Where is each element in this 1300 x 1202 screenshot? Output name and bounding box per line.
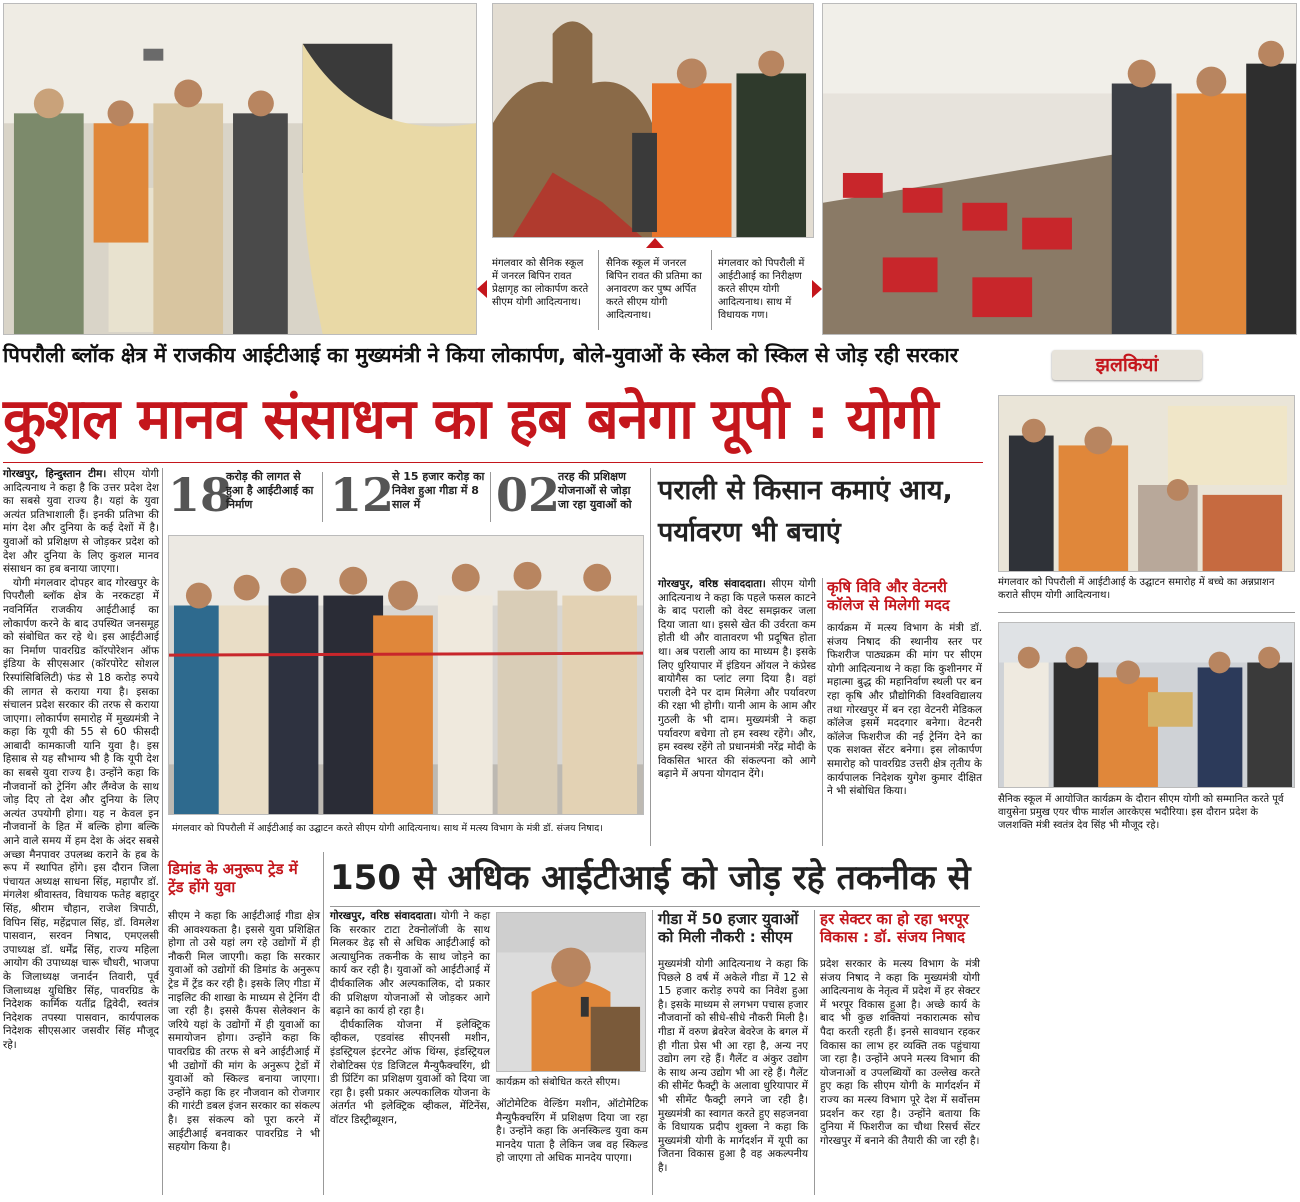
gida-title: गीडा में 50 हजार युवाओं को मिली नौकरी : सीएम	[658, 910, 799, 946]
photo-iti-inspection	[822, 3, 1297, 335]
caption-felicitation: सैनिक स्कूल में आयोजित कार्यक्रम के दौरान सीएम योगी को सम्मानित करते पूर्व वायुसेना प्रमुख एयर चीफ मार्शल आरकेएस भदौरिया। इस दौरान प्रदेश के जलशक्ति मंत्री स्वतंत्र देव सिंह भी मौजूद रहे।	[998, 794, 1284, 831]
sector-title: हर सेक्टर का हो रहा भरपूर विकास : डॉ. संजय निषाद	[820, 910, 969, 946]
caption-ribbon-cutting: मंगलवार को पिपरौली में आईटीआई का उद्घाटन करते सीएम योगी आदित्यनाथ। साथ में मत्स्य विभाग के मंत्री डॉ. संजय निषाद।	[172, 823, 603, 834]
stat-1-text: करोड़ की लागत से हुआ है आईटीआई का निर्माण	[226, 470, 314, 511]
krishi-body: कार्यक्रम में मत्स्य विभाग के मंत्री डॉ. संजय निषाद की स्थानीय स्तर पर फिशरीज पाठ्यक्रम की मांग पर सीएम योगी आदित्यनाथ ने कहा कि कुशीनगर में महात्मा बुद्ध की महानिर्वाण स्थली पर बन रहा कृषि और प्रौद्योगिकी विश्वविद्यालय तथा गोरखपुर में बन रहा वेटनरी मेडिकल कॉलेज इसमें मददगार बनेगा। वेटनरी कॉलेज फिशरीज की नई ट्रेनिंग देने का एक सशक्त सेंटर बनेगा। इस लोकार्पण समारोह को पावरग्रिड उत्तरी क्षेत्र तृतीय के कार्यपालक निदेशक युगेश कुमार दीक्षित ने भी संबोधित किया।	[827, 622, 982, 798]
photo-auditorium-inauguration	[3, 3, 477, 335]
stat-3	[496, 468, 646, 524]
caption-annaprashan: मंगलवार को पिपरौली में आईटीआई के उद्घाटन समारोह में बच्चे का अन्नप्राशन कराते सीएम योगी आदित्यनाथ।	[998, 577, 1275, 601]
stat-3-number: 02	[496, 468, 561, 522]
parali-title: पराली से किसान कमाएं आय, पर्यावरण भी बचाएं	[658, 475, 953, 548]
caption-inspection: मंगलवार को पिपरौली में आईटीआई का निरीक्षण करते सीएम योगी आदित्यनाथ। साथ में विधायक गण।	[718, 258, 805, 321]
krishi-title: कृषि विवि और वेटनरी कॉलेज से मिलेगी मदद	[827, 578, 950, 614]
left-column-text	[3, 468, 159, 1051]
photo-ribbon-cutting	[168, 535, 644, 815]
stat-2-number: 12	[330, 468, 395, 522]
left-dateline: गोरखपुर, हिन्दुस्तान टीम।	[3, 468, 107, 480]
left-para-1: सीएम योगी आदित्यनाथ ने कहा है कि उत्तर प्रदेश देश का सबसे युवा राज्य है। यहां के युवा अत्यंत प्रतिभाशाली हैं। इनकी प्रतिभा की मांग देश और दुनिया के कई देशों में है। युवाओं को प्रशिक्षण से जोड़कर प्रदेश को देश और दुनिया के लिए कुशल मानव संसाधन का हब बनाया जाएगा।	[3, 468, 159, 576]
triangle-up-icon	[646, 238, 664, 248]
caption-auditorium: मंगलवार को सैनिक स्कूल में जनरल बिपिन रावत प्रेक्षागृह का लोकार्पण करते सीएम योगी आदित्यनाथ।	[492, 258, 589, 308]
sector-body: प्रदेश सरकार के मत्स्य विभाग के मंत्री संजय निषाद ने कहा कि मुख्यमंत्री योगी आदित्यनाथ के नेतृत्व में प्रदेश में हर सेक्टर में भरपूर विकास हुआ है। अच्छे कार्य के बाद भी कुछ शक्तियां नकारात्मक सोच पैदा करती रहती हैं। इनसे सावधान रहकर विकास का लाभ हर व्यक्ति तक पहुंचाया जा रहा है। उन्होंने अपने मत्स्य विभाग की योजनाओं व उपलब्धियों का उल्लेख करते हुए कहा कि सीएम योगी के मार्गदर्शन में राज्य का मत्स्य विभाग पूरे देश में सर्वोत्तम प्रदर्शन कर रहा है। उन्होंने बताया कि दुनिया में फिशरीज का चौथा रिसर्च सेंटर गोरखपुर में बनाने की तैयारी की जा रही है।	[820, 958, 980, 1147]
itis-body-2: दीर्घकालिक योजना में इलेक्ट्रिक व्हीकल, एडवांस्ड सीएनसी मशीन, इंडस्ट्रियल इंटरनेट ऑफ थिंग्स, इंडस्ट्रियल रोबोटिक्स एंड डिजिटल मैन्युफैक्चरिंग, थ्री डी प्रिंटिंग का प्रशिक्षण युवाओं को दिया जा रहा है। इसी प्रकार अल्पकालिक योजना के अंतर्गत भी इलेक्ट्रिक व्हीकल, मेंटिनेंस, वॉटर डिस्ट्रीब्यूशन,	[330, 1018, 490, 1126]
itis-title: 150 से अधिक आईटीआई को जोड़ रहे तकनीक से	[330, 858, 971, 898]
demand-title: डिमांड के अनुरूप ट्रेड में ट्रेंड होंगे युवा	[168, 860, 298, 896]
left-para-2: योगी मंगलवार दोपहर बाद गोरखपुर के पिपरौली ब्लॉक क्षेत्र के नरकटहा में नवनिर्मित राजकीय आईटीआई का लोकार्पण करने के बाद उपस्थित जनसमूह को संबोधित कर रहे थे। इस आईटीआई का निर्माण पावरग्रिड कॉरपोरेशन ऑफ इंडिया के सीएसआर (कॉरपोरेट सोशल रिस्पांसिबिलिटी) फंड से 18 करोड़ रुपये की लागत से कराया गया है। इसका संचालन प्रदेश सरकार की तरफ से कराया जाएगा। लोकार्पण समारोह में मुख्यमंत्री ने कहा कि यूपी की 55 से 60 फीसदी आबादी कामकाजी यानि युवा है। इस हिसाब से यह सौभाग्य भी है कि यूपी देश का सबसे युवा राज्य है। उन्होंने कहा कि नौजवानों को ट्रेनिंग और लैंग्वेज के साथ जोड़ दिए तो देश और दुनिया के लिए अत्यंत उपयोगी होगा। यह न केवल इन नौजवानों के हित में बल्कि होगा बल्कि आने वाले समय में हम देश के अंदर सबसे अच्छा मैनपावर उपलब्ध कराने के हब के रूप में स्थापित होंगे। इस दौरान जिला पंचायत अध्यक्ष साधना सिंह, महापौर डॉ. मंगलेश श्रीवास्तव, विधायक फतेह बहादुर सिंह, श्रीराम चौहान, राजेश त्रिपाठी, विपिन सिंह, महेंद्रपाल सिंह, डॉ. विमलेश पासवान, सरवन निषाद, एमएलसी उपाध्यक्ष डॉ. धर्मेंद्र सिंह, राज्य महिला आयोग की उपाध्यक्ष चारू चौधरी, भाजपा के जिलाध्यक्ष जनार्दन तिवारी, पूर्व जिलाध्यक्ष युधिष्ठिर सिंह, पावरग्रिड के निदेशक कार्मिक यतींद्र द्विवेदी, स्वतंत्र निदेशक तपस्या पासवान, कार्यपालक निदेशक सीएसआर जसवीर सिंह मौजूद रहे।	[3, 576, 159, 1051]
triangle-left-icon	[477, 280, 487, 298]
stat-2-text: से 15 हजार करोड़ का निवेश हुआ गीडा में 8 साल में	[392, 470, 485, 511]
stat-1	[168, 468, 318, 524]
caption-cm-speech: कार्यक्रम को संबोधित करते सीएम।	[496, 1077, 621, 1088]
photo-statue-unveiling	[492, 3, 814, 238]
photo-felicitation	[998, 622, 1295, 788]
caption-statue: सैनिक स्कूल में जनरल बिपिन रावत की प्रतिमा का अनावरण कर पुष्प अर्पित करते सीएम योगी आदित्यनाथ।	[606, 258, 702, 321]
stat-2	[330, 468, 486, 524]
itis-dateline: गोरखपुर, वरिष्ठ संवाददाता।	[330, 910, 437, 922]
parali-text	[658, 578, 816, 846]
stat-3-text: तरह की प्रशिक्षण योजनाओं से जोड़ा जा रहा युवाओं को	[558, 470, 632, 511]
demand-body: सीएम ने कहा कि आईटीआई गीडा क्षेत्र की आवश्यकता है। इससे युवा प्रशिक्षित होगा तो उसे यहां लग रहे उद्योगों में ही नौकरी मिल जाएगी। कहा कि सरकार युवाओं को उद्योगों की डिमांड के अनुरूप ट्रेड में ट्रेंड कर रही है। इसके लिए गीडा में नाइलिट की शाखा के माध्यम से ट्रेनिंग दी जा रही है। इससे कैंपस सेलेक्शन के जरिये यहां के उद्योगों में ही युवाओं का समायोजन होगा। उन्होंने कहा कि पावरग्रिड की तरफ से बने आईटीआई में भी उद्योगों की मांग के अनुरूप ट्रेडों में युवाओं को स्किल्ड बनाया जाएगा। उन्होंने कहा कि हर नौजवान को रोजगार की गारंटी डबल इंजन सरकार का संकल्प है। इस संकल्प को पूरा करने में आईटीआई बनवाकर पावरग्रिड ने भी सहयोग किया है।	[168, 910, 320, 1154]
itis-body-1: योगी ने कहा कि सरकार टाटा टेक्नोलॉजी के साथ मिलकर डेढ़ सौ से अधिक आईटीआई को अत्याधुनिक तकनीक के साथ जोड़ने का कार्य कर रही है। युवाओं को आईटीआई में दीर्घकालिक और अल्पकालिक, दो प्रकार की प्रशिक्षण योजनाओं से जोड़कर आगे बढ़ाने का कार्य हो रहा है।	[330, 910, 491, 1018]
gida-body: मुख्यमंत्री योगी आदित्यनाथ ने कहा कि पिछले 8 वर्ष में अकेले गीडा में 12 से 15 हजार करोड़ रुपये का निवेश हुआ है। इसके माध्यम से लगभग पचास हजार नौजवानों को सीधे-सीधे नौकरी मिली है। गीडा में वरुण ब्रेवरेज बेवरेज के बगल में ही गीता प्रेस भी आ रहा है, अन्य नए उद्योग लग रहे हैं। गैलेंट व अंकुर उद्योग के साथ अन्य उद्योग भी आ रहे हैं। गैलेंट की सीमेंट फैक्ट्री के अलावा धुरियापार में भी सीमेंट फैक्ट्री लगने जा रही है। मुख्यमंत्री का स्वागत करते हुए सहजनवा के विधायक प्रदीप शुक्ला ने कहा कि मुख्यमंत्री योगी के मार्गदर्शन में यूपी का जितना विकास हुआ है वह अकल्पनीय है।	[658, 958, 808, 1174]
photo-cm-speech	[496, 912, 646, 1072]
parali-body: सीएम योगी आदित्यनाथ ने कहा कि पहले फसल काटने के बाद पराली को वेस्ट समझकर जला दिया जाता था। इससे खेत की उर्वरता कम होती थी और वातावरण भी प्रदूषित होता था। अब पराली आय का माध्यम है। इसके लिए धुरियापार में इंडियन ऑयल ने कंप्रेस्ड बायोगैस का प्लांट लगा दिया है। वहां पराली देने पर दाम मिलेगा और पर्यावरण की रक्षा भी होगी। यानी आम के आम और गुठली के भी दाम। मुख्यमंत्री ने कहा पर्यावरण बचेगा तो हम स्वस्थ रहेंगे। और, हम स्वस्थ रहेंगे तो प्रधानमंत्री नरेंद्र मोदी के विकसित भारत की संकल्पना को आगे बढ़ाने में अपना योगदान देंगे।	[658, 578, 816, 781]
stat-1-number: 18	[168, 468, 233, 522]
headline: कुशल मानव संसाधन का हब बनेगा यूपी : योगी	[3, 387, 938, 452]
jhalkiyan-label-text: झलकियां	[1095, 354, 1159, 376]
parali-dateline: गोरखपुर, वरिष्ठ संवाददाता।	[658, 578, 766, 590]
kicker: पिपरौली ब्लॉक क्षेत्र में राजकीय आईटीआई का मुख्यमंत्री ने किया लोकार्पण, बोले-युवाओं के स्केल को स्किल से जोड़ रही सरकार	[3, 343, 959, 367]
photo-annaprashan	[998, 395, 1295, 572]
itis-body-3: ऑटोमेटिक वेल्डिंग मशीन, ऑटोमेटिक मैन्युफैक्चरिंग में प्रशिक्षण दिया जा रहा है। उन्होंने कहा कि अनस्किल्ड युवा कम मानदेय पाता है लेकिन जब वह स्किल्ड हो जाएगा तो अधिक मानदेय पाएगा।	[496, 1098, 648, 1165]
itis-text-1	[330, 910, 490, 1195]
jhalkiyan-label	[1052, 350, 1202, 380]
